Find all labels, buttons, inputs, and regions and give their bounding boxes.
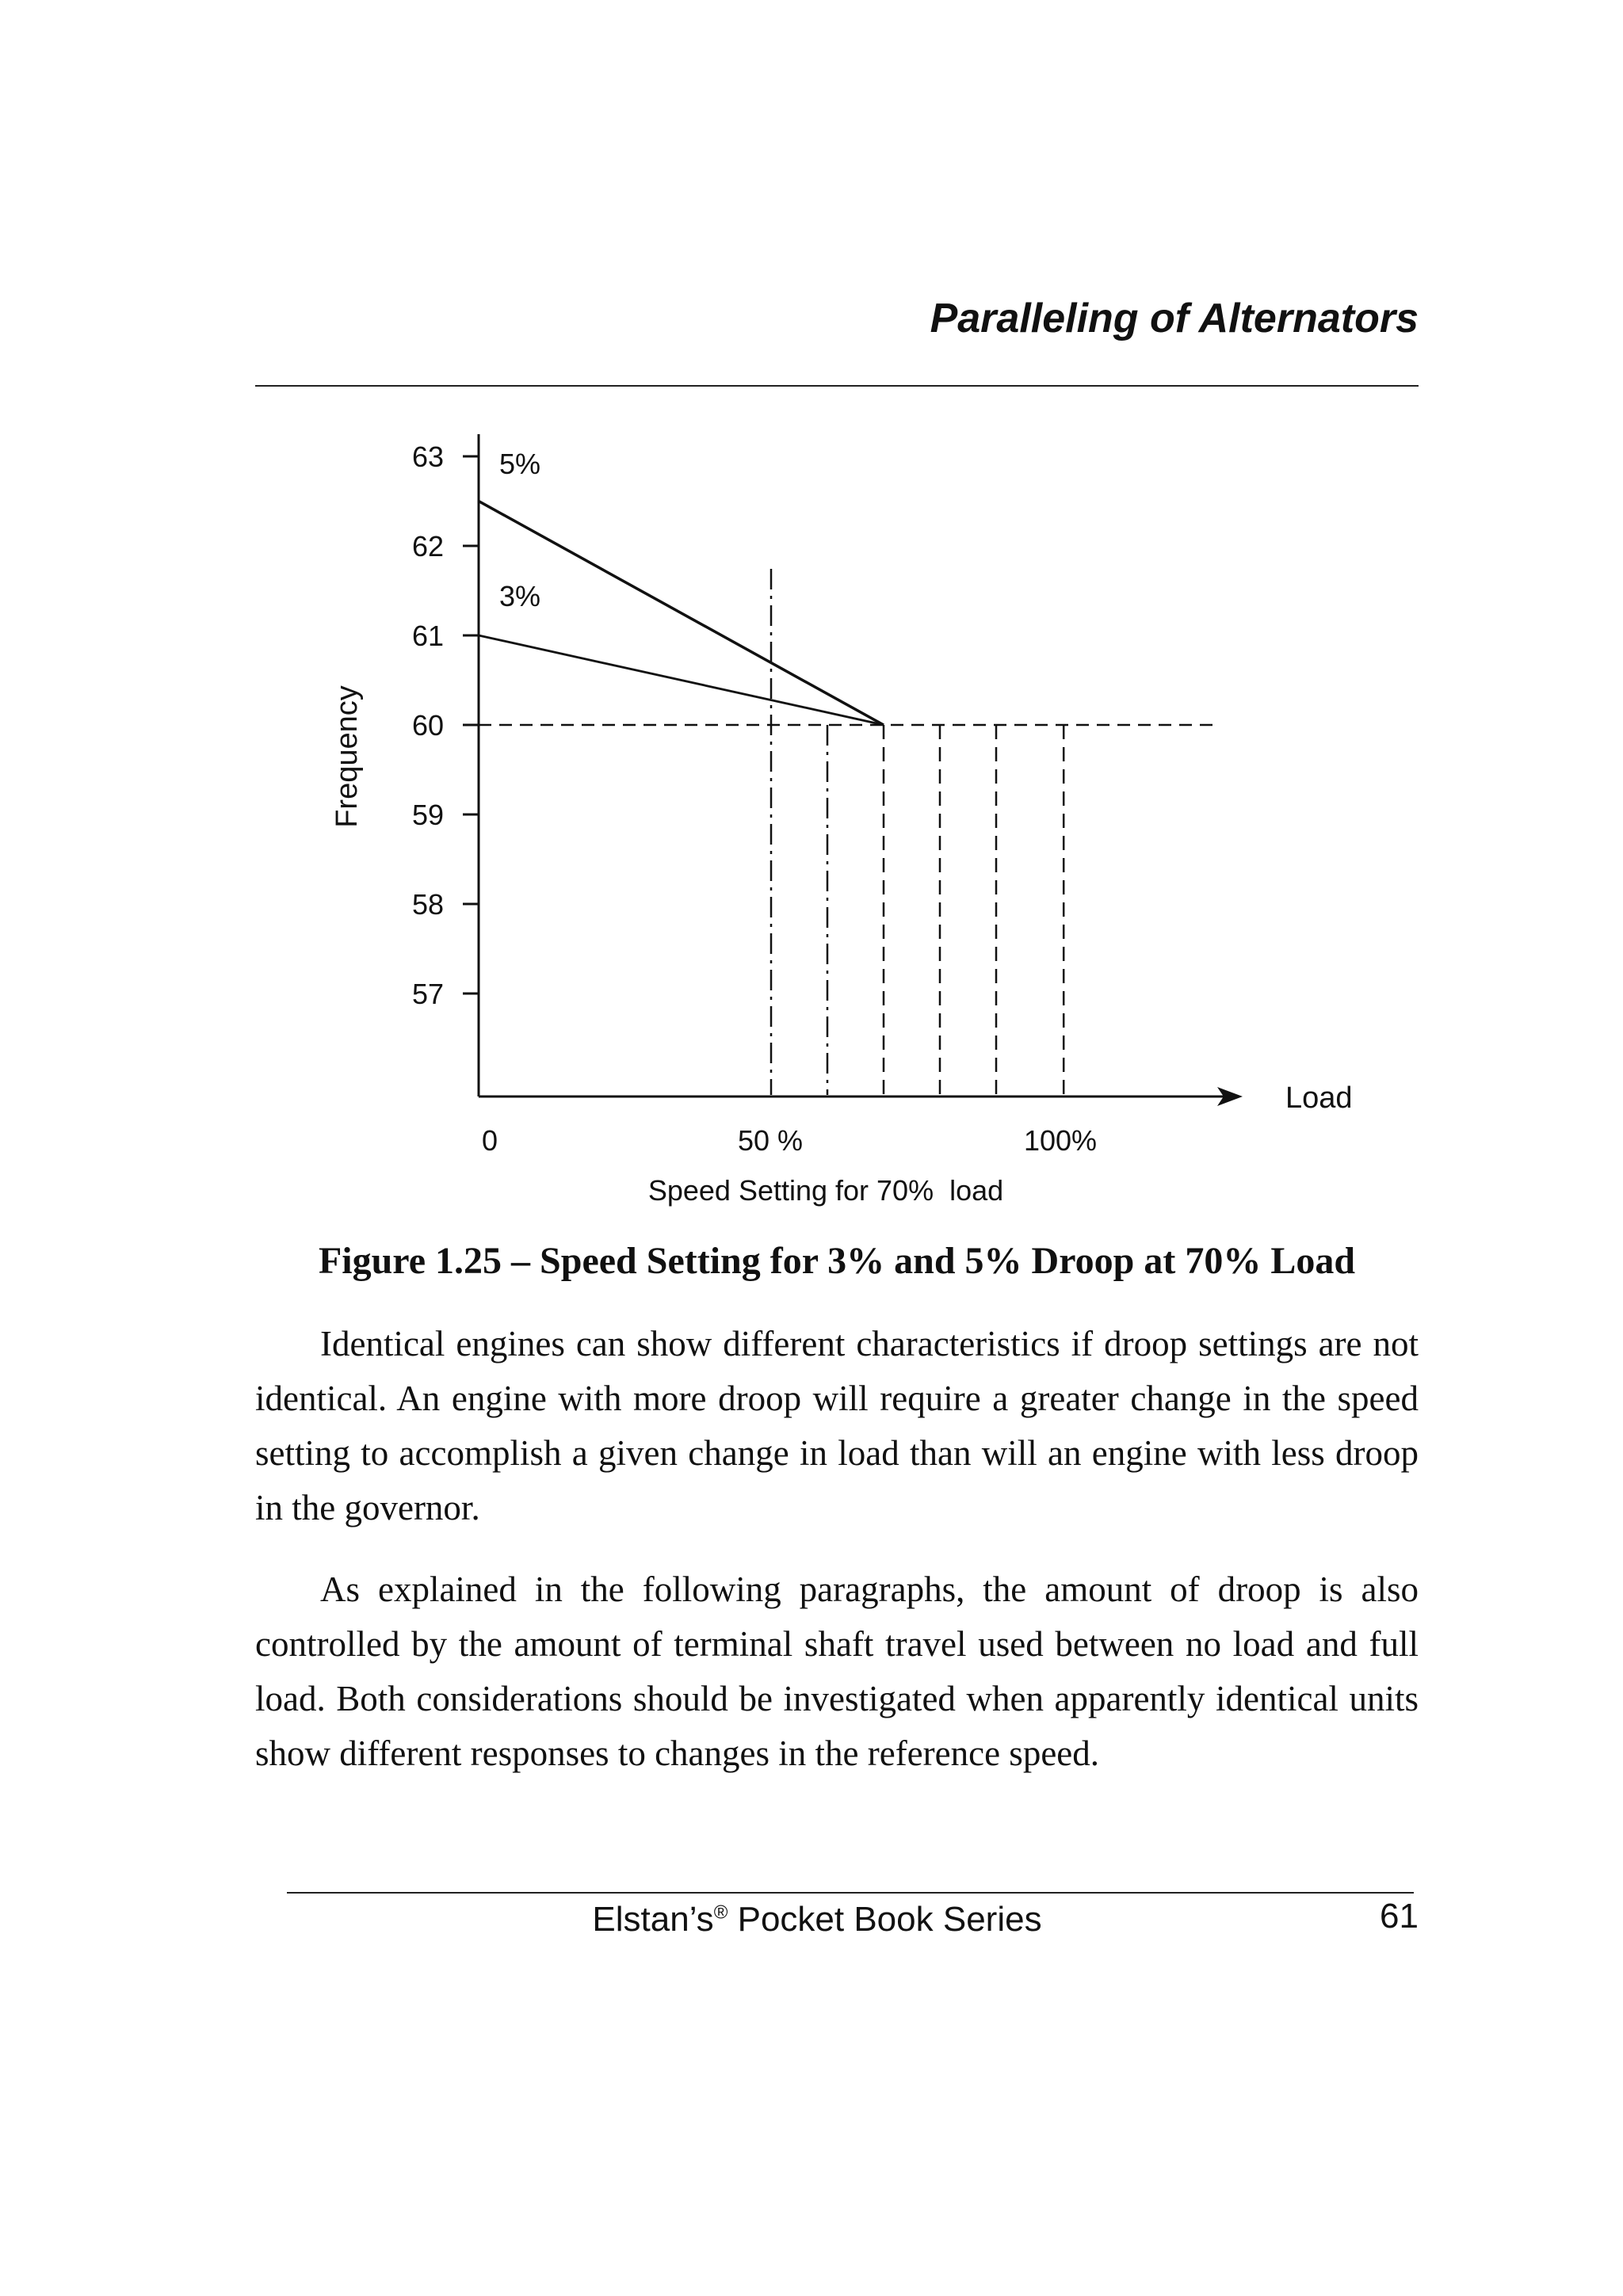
footer-series-suffix: Pocket Book Series <box>727 1900 1042 1939</box>
y-tick-label: 59 <box>411 799 444 831</box>
x-subtitle: Speed Setting for 70% load <box>647 1174 1004 1207</box>
y-tick-label: 57 <box>411 978 444 1010</box>
y-tick-label: 58 <box>411 888 444 921</box>
x-tick-100: 100% <box>1023 1124 1098 1157</box>
figure-caption: Figure 1.25 – Speed Setting for 3% and 5% Droop at 70% Load <box>318 1240 1356 1282</box>
droop-line-5pct <box>479 502 884 726</box>
y-axis-label: Frequency <box>330 685 364 828</box>
y-tick-label: 62 <box>411 530 444 563</box>
paragraph-2: As explained in the following paragraphs, the amount of droop is also controlled by the amount of terminal shaft travel used between no load and full load. Both considerations should be investigated when apparently identical units show different responses to changes in the reference speed. <box>255 1569 1419 1773</box>
y-tick-label: 61 <box>411 620 444 652</box>
y-tick-label: 60 <box>411 709 444 742</box>
footer-series-title <box>396 1900 1238 1939</box>
droop-line-3pct <box>479 635 884 725</box>
line-label-3pct: 3% <box>499 580 541 612</box>
paragraph-1: Identical engines can show different characteristics if droop settings are not identical. An engine with more droop will require a greater change in the speed setting to accomplish a given change in load than will an engine with less droop in the governor. <box>255 1324 1419 1527</box>
x-tick-0: 0 <box>481 1124 498 1157</box>
footer-series-name: Elstan’s <box>592 1900 714 1939</box>
registered-mark: ® <box>713 1901 728 1924</box>
running-header-title: Paralleling of Alternators <box>930 296 1419 341</box>
x-axis-label: Load <box>1285 1081 1353 1115</box>
x-tick-50: 50 % <box>737 1124 804 1157</box>
footer-rule <box>287 1892 1414 1894</box>
page-number: 61 <box>1380 1897 1419 1936</box>
y-tick-label: 63 <box>411 441 444 473</box>
line-label-5pct: 5% <box>499 448 541 480</box>
